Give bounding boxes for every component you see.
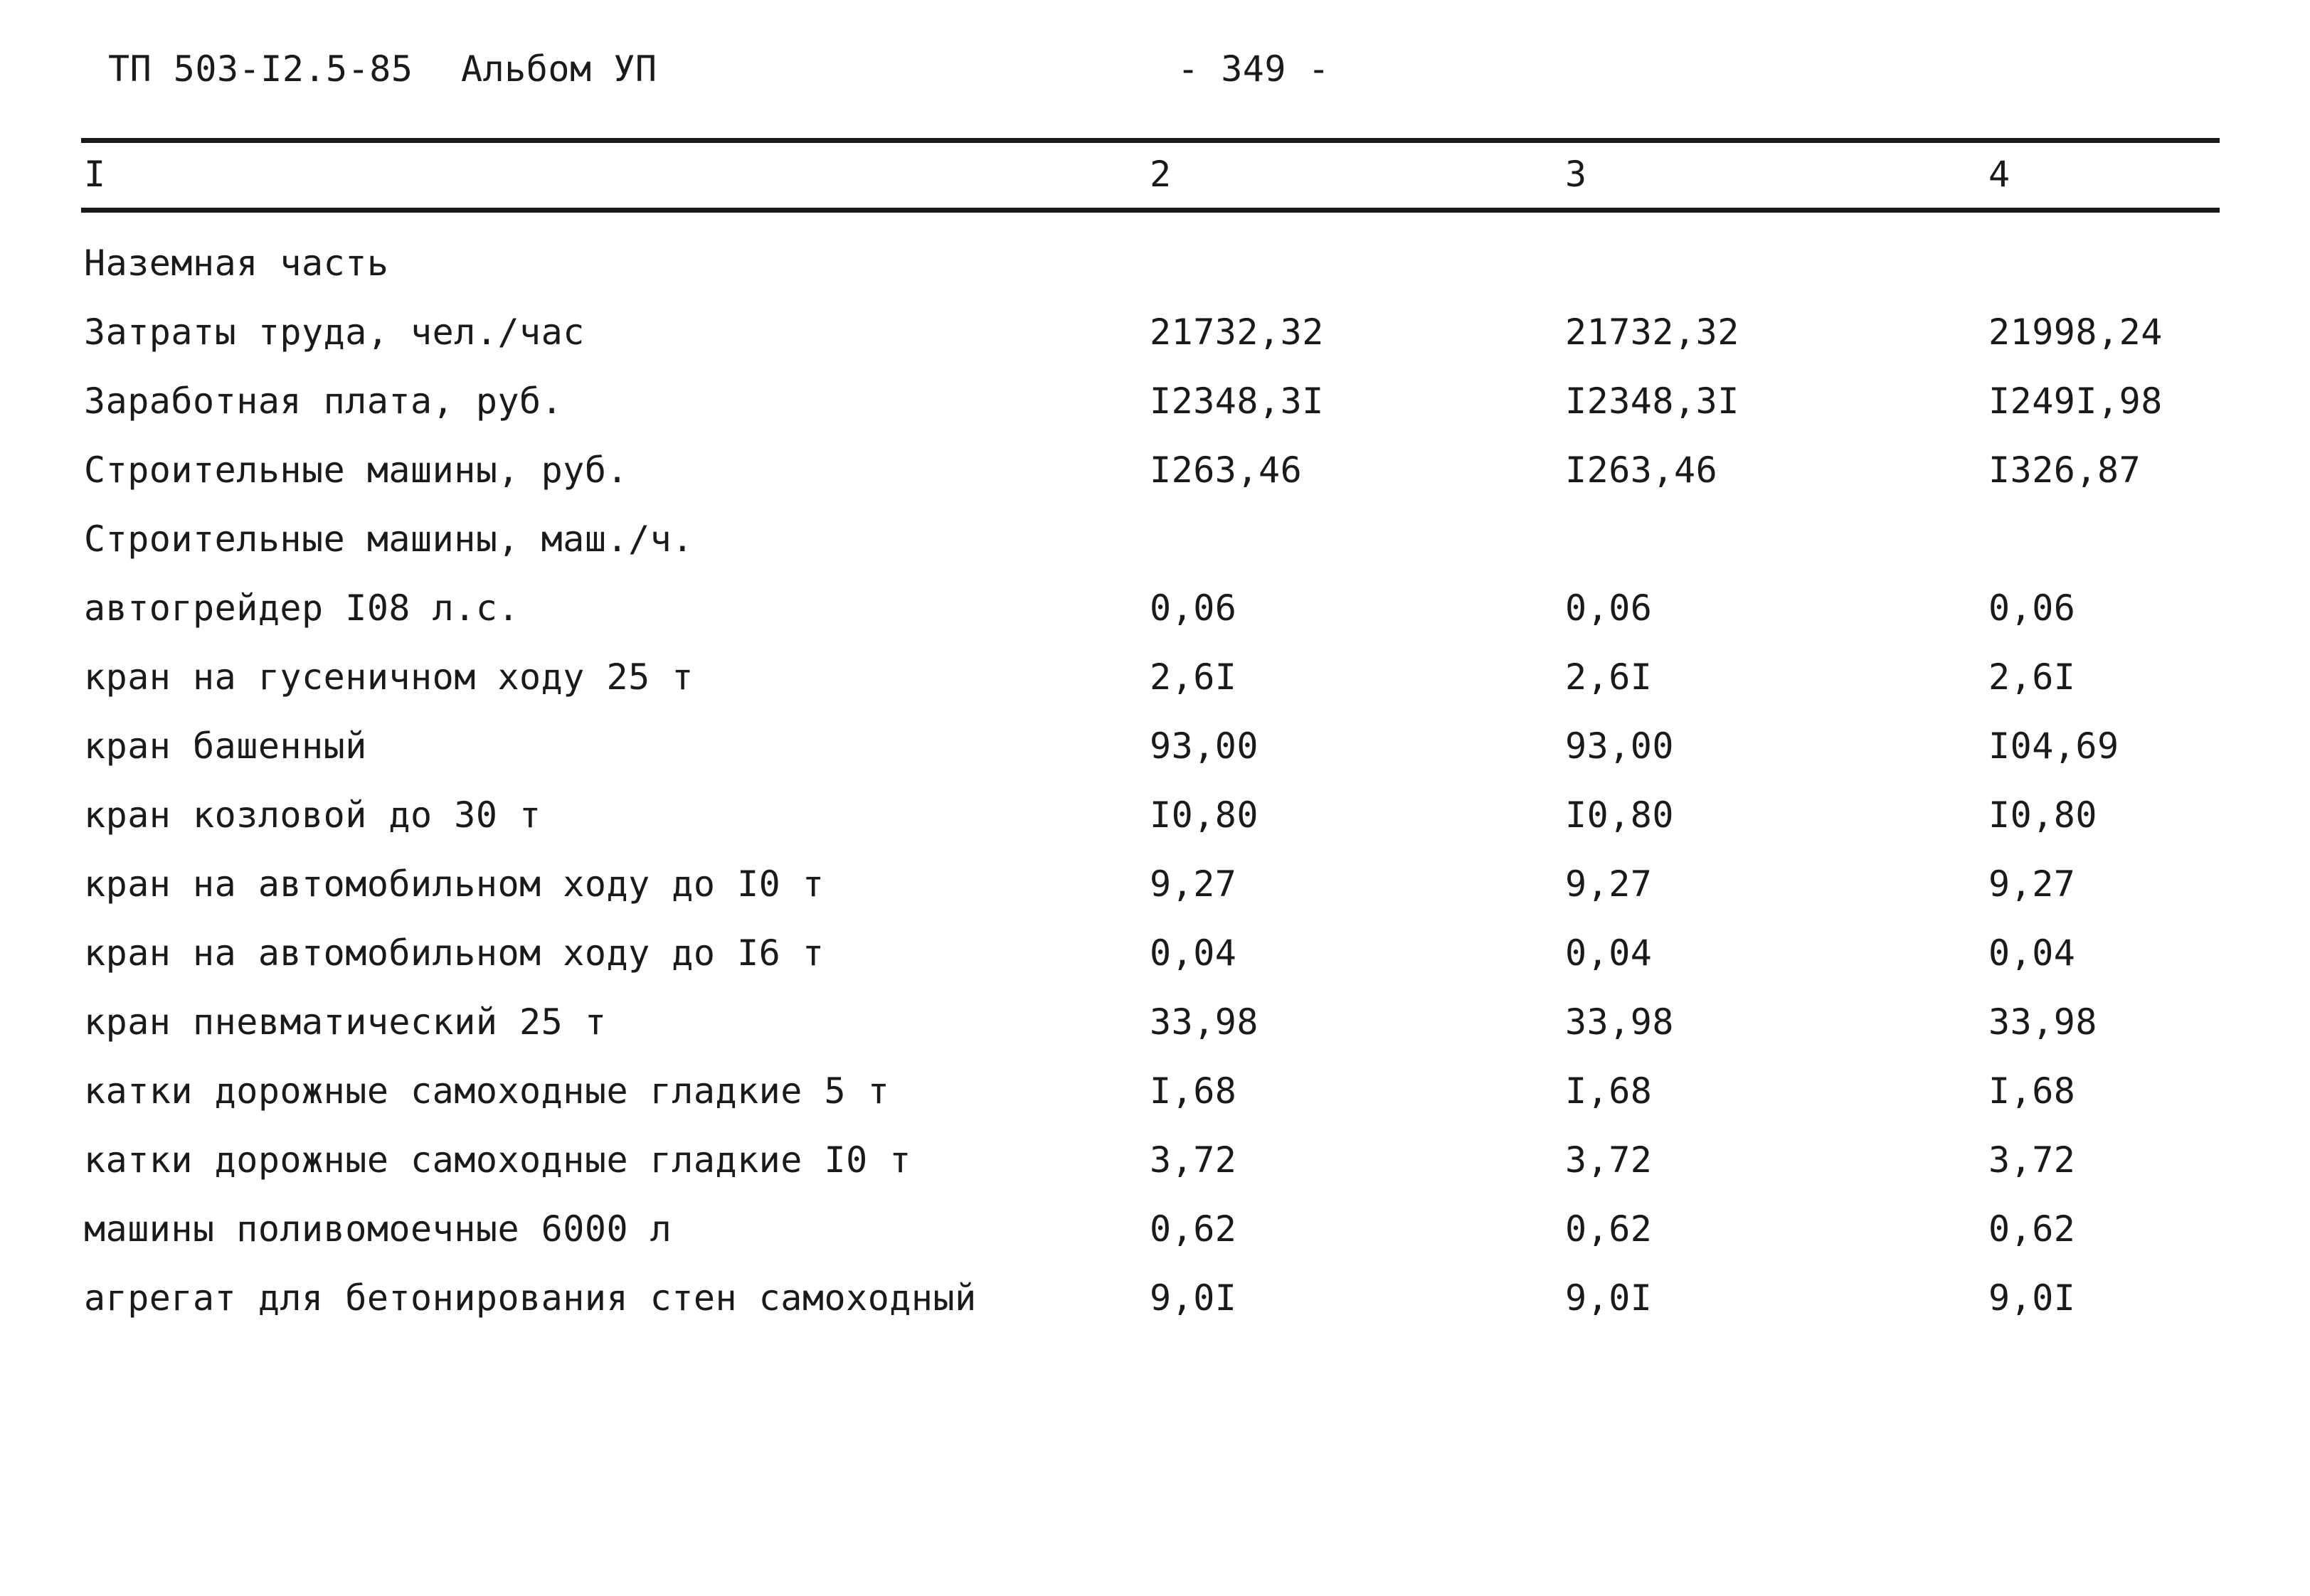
row-label: катки дорожные самоходные гладкие 5 т bbox=[84, 1070, 890, 1112]
row-label: кран на автомобильном ходу до I6 т bbox=[84, 932, 825, 974]
row-value-col4: 0,04 bbox=[1988, 932, 2076, 974]
row-value-col3: 9,0I bbox=[1565, 1277, 1653, 1319]
row-value-col4: I,68 bbox=[1988, 1070, 2076, 1112]
table-row bbox=[0, 583, 2310, 652]
row-value-col3: 0,62 bbox=[1565, 1208, 1653, 1250]
column-number-3: 3 bbox=[1565, 154, 1587, 195]
row-label: Наземная часть bbox=[84, 243, 389, 284]
row-value-col2: 21732,32 bbox=[1150, 312, 1324, 353]
table-row bbox=[0, 376, 2310, 445]
table-row bbox=[0, 445, 2310, 514]
row-label: кран на гусеничном ходу 25 т bbox=[84, 656, 694, 698]
row-value-col4: 0,62 bbox=[1988, 1208, 2076, 1250]
row-value-col4: 2,6I bbox=[1988, 656, 2076, 698]
row-label: Строительные машины, маш./ч. bbox=[84, 518, 694, 560]
row-label: автогрейдер I08 л.с. bbox=[84, 587, 520, 629]
row-value-col2: 0,04 bbox=[1150, 932, 1237, 974]
row-value-col3: I2348,3I bbox=[1565, 381, 1739, 422]
row-value-col3: 93,00 bbox=[1565, 725, 1675, 767]
row-value-col3: 2,6I bbox=[1565, 656, 1653, 698]
row-value-col2: 93,00 bbox=[1150, 725, 1259, 767]
row-value-col2: 3,72 bbox=[1150, 1139, 1237, 1181]
row-value-col2: 2,6I bbox=[1150, 656, 1237, 698]
row-value-col2: 9,27 bbox=[1150, 863, 1237, 905]
table-body bbox=[0, 238, 2310, 1342]
table-row bbox=[0, 1066, 2310, 1135]
row-value-col4: 33,98 bbox=[1988, 1001, 2098, 1043]
table-row bbox=[0, 997, 2310, 1066]
row-label: машины поливомоечные 6000 л bbox=[84, 1208, 672, 1250]
table-row bbox=[0, 1204, 2310, 1273]
row-value-col4: 3,72 bbox=[1988, 1139, 2076, 1181]
row-value-col3: I,68 bbox=[1565, 1070, 1653, 1112]
row-value-col4: I04,69 bbox=[1988, 725, 2119, 767]
row-label: кран на автомобильном ходу до I0 т bbox=[84, 863, 825, 905]
table-row bbox=[0, 859, 2310, 928]
row-value-col4: I0,80 bbox=[1988, 794, 2098, 836]
row-label: агрегат для бетонирования стен самоходный bbox=[84, 1277, 977, 1319]
row-label: кран башенный bbox=[84, 725, 367, 767]
row-value-col3: I0,80 bbox=[1565, 794, 1675, 836]
row-label: Затраты труда, чел./час bbox=[84, 312, 585, 353]
row-value-col4: 9,27 bbox=[1988, 863, 2076, 905]
row-value-col3: 33,98 bbox=[1565, 1001, 1675, 1043]
row-label: катки дорожные самоходные гладкие I0 т bbox=[84, 1139, 911, 1181]
row-value-col4: 0,06 bbox=[1988, 587, 2076, 629]
row-value-col3: 21732,32 bbox=[1565, 312, 1739, 353]
document-code: ТП 503-I2.5-85 bbox=[108, 48, 413, 90]
row-value-col2: I,68 bbox=[1150, 1070, 1237, 1112]
table-row bbox=[0, 652, 2310, 721]
row-value-col2: 0,62 bbox=[1150, 1208, 1237, 1250]
column-number-1: I bbox=[84, 154, 106, 195]
row-value-col2: I263,46 bbox=[1150, 449, 1303, 491]
row-value-col4: 9,0I bbox=[1988, 1277, 2076, 1319]
row-value-col4: I326,87 bbox=[1988, 449, 2141, 491]
column-number-4: 4 bbox=[1988, 154, 2010, 195]
table-header-rule bbox=[81, 208, 2220, 213]
row-label: Заработная плата, руб. bbox=[84, 381, 563, 422]
row-label: кран козловой до 30 т bbox=[84, 794, 541, 836]
row-label: кран пневматический 25 т bbox=[84, 1001, 607, 1043]
table-row bbox=[0, 514, 2310, 583]
row-value-col3: 9,27 bbox=[1565, 863, 1653, 905]
table-row bbox=[0, 1273, 2310, 1342]
table-row bbox=[0, 721, 2310, 790]
table-row bbox=[0, 1135, 2310, 1204]
album-label: Альбом УП bbox=[461, 48, 657, 90]
table-row bbox=[0, 790, 2310, 859]
row-value-col2: I0,80 bbox=[1150, 794, 1259, 836]
row-value-col3: 0,06 bbox=[1565, 587, 1653, 629]
row-value-col4: 21998,24 bbox=[1988, 312, 2163, 353]
row-value-col4: I249I,98 bbox=[1988, 381, 2163, 422]
table-top-rule bbox=[81, 138, 2220, 143]
row-value-col3: 3,72 bbox=[1565, 1139, 1653, 1181]
row-label: Строительные машины, руб. bbox=[84, 449, 629, 491]
row-value-col2: 0,06 bbox=[1150, 587, 1237, 629]
table-row bbox=[0, 238, 2310, 307]
column-number-2: 2 bbox=[1150, 154, 1172, 195]
row-value-col3: I263,46 bbox=[1565, 449, 1718, 491]
page-number: - 349 - bbox=[1177, 48, 1330, 90]
row-value-col3: 0,04 bbox=[1565, 932, 1653, 974]
row-value-col2: 9,0I bbox=[1150, 1277, 1237, 1319]
row-value-col2: 33,98 bbox=[1150, 1001, 1259, 1043]
table-row bbox=[0, 928, 2310, 997]
row-value-col2: I2348,3I bbox=[1150, 381, 1324, 422]
table-row bbox=[0, 307, 2310, 376]
